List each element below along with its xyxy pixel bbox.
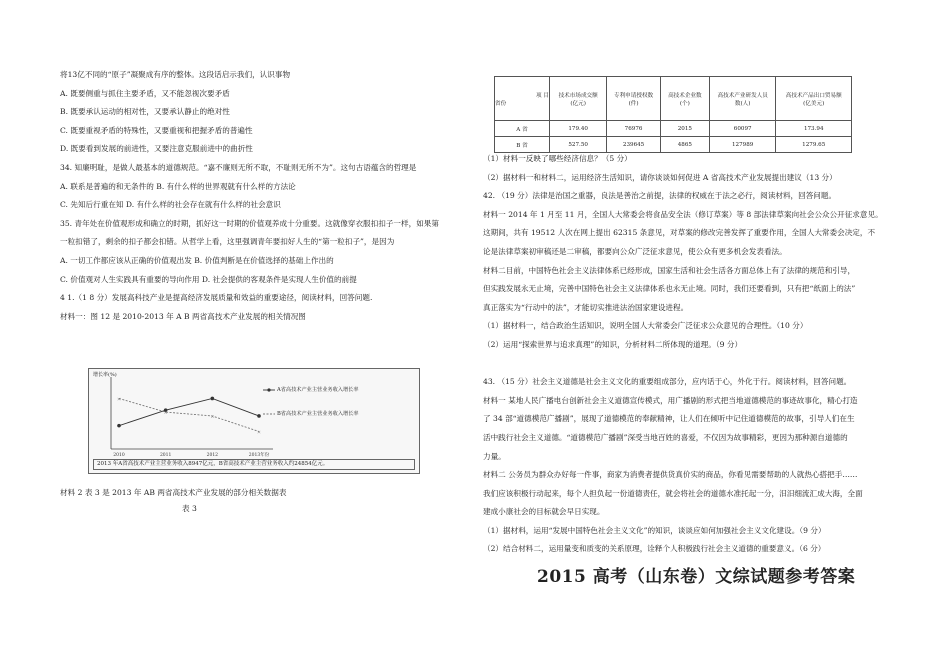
legend-b-label: B省高技术产业主营业务收入增长率	[277, 411, 359, 417]
right-text-line: 42. （19 分）法律是治国之重器，良法是善治之前提，法律的权威在于法之必行，阅读材料，回答问题。	[483, 191, 837, 201]
right-text-line: 了 34 部“道德模范广播剧”，展现了道德模范的奉献精神，让人们在倾听中记住道德模范的故事，引导人们在生	[483, 414, 855, 424]
table-3	[494, 76, 852, 153]
left-text-line: A. 联系是普遍的和无条件的 B. 有什么样的世界观就有什么样的方法论	[60, 181, 296, 191]
data-point-b: ×	[116, 396, 122, 403]
legend-a-label: A省高技术产业主营业务收入增长率	[277, 387, 359, 393]
right-text-line: （1）据材料，运用“发展中国特色社会主义文化”的知识，谈谈应如何加强社会主义文化建设。（9 分）	[483, 525, 826, 535]
legend-a-dot	[267, 388, 270, 391]
left-text-line: 4 1.（1 8 分）发展高科技产业是提高经济发展质量和效益的重要途径，阅读材料，回答问题.	[60, 293, 373, 303]
left-text-line: 35. 青年处在价值观形成和确立的时期，抓好这一时期的价值观养成十分重要。这就像穿衣服扣扣子一样，如果第	[60, 218, 439, 228]
left-text-line: B. 既要承认运动的相对性，又要承认静止的绝对性	[60, 107, 230, 117]
x-tick-label: 2010	[113, 453, 125, 458]
right-text-line: 这期间，共有 19512 人次在网上提出 62315 条意见，对草案的修改完善发挥了重要作用，全国人大常委会决定，不	[483, 228, 876, 238]
table-cell: 527.50	[550, 137, 607, 153]
x-tick-label: 2011	[159, 453, 172, 458]
right-text-line: 43. （15 分）社会主义道德是社会主义文化的重要组成部分，应内话于心，外化于行。阅读材料，回答问题。	[483, 377, 852, 387]
table-corner	[495, 77, 550, 121]
left-column	[60, 66, 470, 326]
right-text-line: 但实践发展永无止境，完善中国特色社会主义法律体系也永无止境。同时，我们还要看到，只有把“纸面上的法”	[483, 284, 856, 294]
row-province: B 省	[495, 137, 550, 153]
chart-plot	[89, 369, 419, 473]
data-point-b: ×	[163, 409, 168, 416]
table-header: 高技术产品出口贸易额(亿美元)	[776, 77, 852, 121]
figure-12-chart	[88, 368, 420, 474]
right-text-line	[483, 355, 883, 374]
corner-province: 省份	[495, 100, 507, 107]
right-text-line: 材料二目前，中国特色社会主义法律体系已经形成，国家生活和社会生活各方面总体上有了法律的规范和引导，	[483, 265, 856, 275]
material-2-intro: 材料 2 表 3 是 2013 年 AB 两省高技术产业发展的部分相关数据表	[60, 488, 287, 497]
row-province: A 省	[495, 121, 550, 137]
right-text-line: 力量。	[483, 451, 506, 461]
left-text-line: A. 既要侧重与抓住主要矛盾，又不能忽视次要矛盾	[60, 88, 230, 98]
data-point-a	[211, 397, 215, 401]
table-cell: 76976	[607, 121, 660, 137]
table-cell: 2015	[660, 121, 709, 137]
data-point-a	[117, 424, 121, 428]
right-text-line: 真正落实为“行动中的法”，才能切实推进法治国家建设进程。	[483, 302, 689, 312]
table-header: 高技术企业数(个)	[660, 77, 709, 121]
left-text-line: 将13亿不同的“原子”凝聚成有序的整体。这段话启示我们，认识事物	[60, 70, 291, 79]
right-text-line: （1）材料一反映了哪些经济信息？（5 分）	[483, 154, 632, 163]
right-text-line: （2）结合材料二，运用量变和质变的关系原理，诠释个人积极践行社会主义道德的重要意义。（6 分）	[483, 544, 826, 554]
table-cell: 179.40	[550, 121, 607, 137]
chart-y-axis-label: 增长率(%)	[93, 372, 117, 378]
data-point-b: ×	[256, 429, 262, 436]
right-text-line: （2）据材料一和材料二，运用经济生活知识，请你谈谈如何促进 A 省高技术产业发展提出建议（13 分）	[483, 172, 837, 182]
left-text-line: C. 先知后行重在知 D. 有什么样的社会存在就有什么样的社会意识	[60, 200, 281, 210]
right-text-line: （2）运用“探索世界与追求真理”的知识，分析材料二所体现的道理。（9 分）	[483, 339, 743, 349]
left-text-line: 34. 知廉明耻，是做人最基本的道德规范。“嘉不廉则无所不取，不耻则无所不为”。这句古语蕴含的哲理是	[60, 162, 417, 172]
left-text-line: C. 价值观对人生实践具有重要的导向作用 D. 社会提供的客观条件是实现人生价值的前提	[60, 274, 357, 284]
table-header: 高技术产业研发人员数(人)	[709, 77, 776, 121]
right-text-line: 材料一 某地人民广播电台创新社会主义道德宣传模式，用广播剧的形式把当地道德模范的事迹故事化，精心打造	[483, 395, 858, 405]
left-text-line: D. 既要看到发展的前进性，又要注意克服前进中的曲折性	[60, 144, 253, 154]
corner-item: 项 目	[536, 92, 549, 99]
table-cell: 1279.65	[776, 137, 852, 153]
left-text-line: A. 一切工作都应该从正确的价值观出发 B. 价值判断是在价值选择的基础上作出的	[60, 255, 334, 265]
table-header: 专利申请授权数(件)	[607, 77, 660, 121]
table-cell: 4865	[660, 137, 709, 153]
table-cell: 239645	[607, 137, 660, 153]
legend-a	[277, 387, 413, 394]
right-text-line: 活中践行社会主义道德。“道德模范广播剧”深受当地百姓的喜爱，不仅因为故事精彩，更因为那种源自道德的	[483, 432, 848, 442]
right-column	[483, 150, 883, 559]
x-tick-label: 2012	[206, 453, 219, 458]
legend-b	[277, 411, 413, 418]
series-line-a	[116, 396, 259, 425]
right-text-line: 论是法律草案初审稿还是二审稿，都要向公众广泛征求意见，使公众有更多机会发表看法。	[483, 246, 787, 256]
left-text-line: 材料一：图 12 是 2010-2013 年 A B 两省高技术产业发展的相关情况图	[60, 311, 306, 321]
right-text-line: （1）据材料一，结合政治生活知识，说明全国人大常委会广泛征求公众意见的合理性。（10 分）	[483, 321, 808, 331]
data-point-a	[257, 414, 261, 418]
table-cell: 60097	[709, 121, 776, 137]
right-text-line: 建成小康社会的目标就会早日实现。	[483, 507, 605, 517]
table-cell: 127989	[709, 137, 776, 153]
chart-note: 2013 年A省高技术产业主营业务收入8947亿元，B省高技术产业主营业务收入约24854亿元。	[93, 459, 415, 470]
answer-key-title: 2015 高考（山东卷）文综试题参考答案	[537, 567, 856, 587]
right-text-line: 我们应该积极行动起来，每个人担负起一份道德责任，就会将社会的道德水准托起一分，汨汨细流汇成大海，全面	[483, 488, 863, 498]
table-3-caption: 表 3	[182, 504, 197, 513]
right-text-line: 材料二 公务员为群众办好每一件事，商家为消费者提供货真价实的商品，你看见需要帮助的人就热心搭把手……	[483, 470, 858, 480]
left-text-line: 一粒扣错了，剩余的扣子都会扣错。从哲学上看，这里强调青年要扣好人生的“第一粒扣子”，是因为	[60, 237, 395, 247]
series-line-b	[116, 396, 259, 431]
data-point-b: ×	[210, 413, 215, 420]
x-tick-label: 2013年份	[248, 453, 270, 458]
right-text-line: 材料一 2014 年 1 月至 11 月，全国人大常委会将食品安全法（修订草案）等 8 部法律草案向社会公众公开征求意见。	[483, 209, 883, 219]
table-header: 技术市场成交额(亿元)	[550, 77, 607, 121]
left-text-line: C. 既要重视矛盾的特殊性，又要重视和把握矛盾的普遍性	[60, 125, 253, 135]
table-cell: 173.94	[776, 121, 852, 137]
table-row	[495, 121, 852, 137]
